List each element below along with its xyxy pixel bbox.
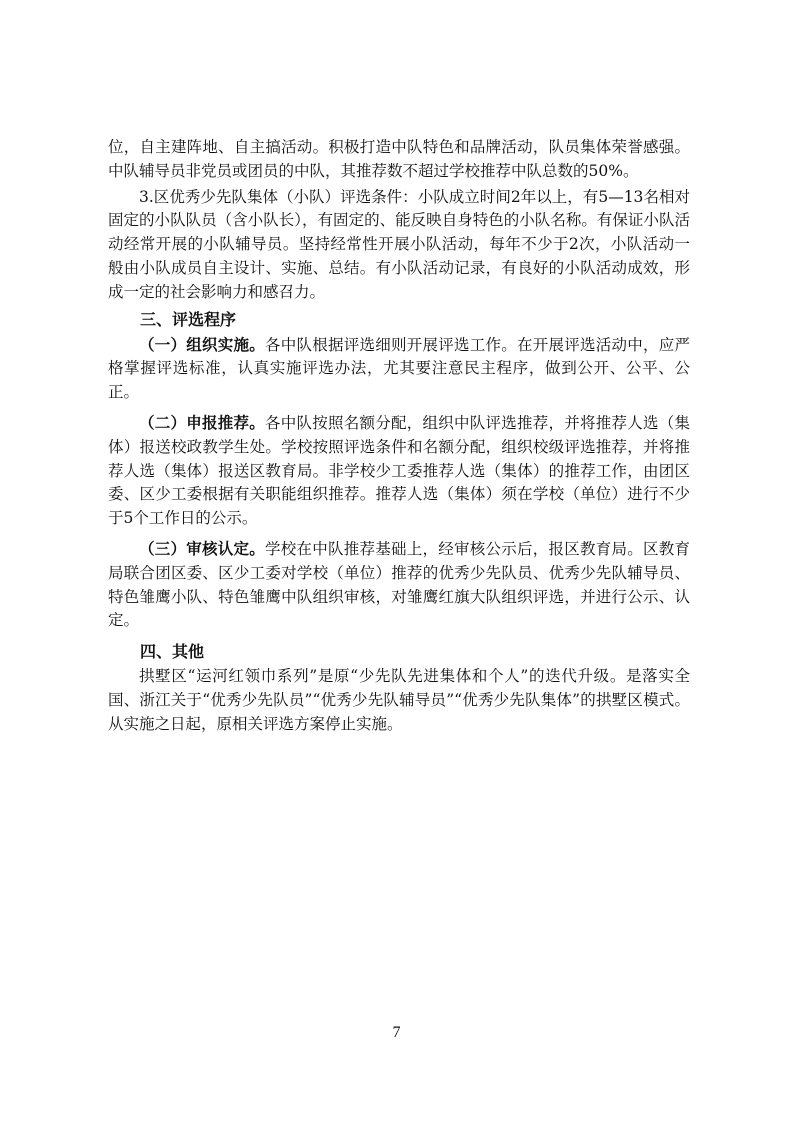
- procedure-item-review: [108, 537, 690, 633]
- paragraph-other: 拱墅区“运河红领巾系列”是原“少先队先进集体和个人”的迭代升级。是落实全国、浙江关于“优秀少先队员”“优秀少先队辅导员”“优秀少先队集体”的拱墅区模式。从实施之日起，原相关评选方案停止实施。: [108, 667, 690, 733]
- document-body: [108, 136, 690, 737]
- procedure-item-organize-lead: （一）组织实施。: [139, 334, 265, 354]
- paragraph-continuation: 位，自主建阵地、自主搞活动。积极打造中队特色和品牌活动，队员集体荣誉感强。中队辅导员非党员或团员的中队，其推荐数不超过学校推荐中队总数的50%。: [108, 138, 690, 180]
- paragraph-team-criteria: 3.区优秀少先队集体（小队）评选条件：小队成立时间2年以上，有5—13名相对固定的小队队员（含小队长），有固定的、能反映自身特色的小队名称。有保证小队活动经常开展的小队辅导员。坚持经常性开展小队活动，每年不少于2次，小队活动一般由小队成员自主设计、实施、总结。有小队活动记录，有良好的小队活动成效，形成一定的社会影响力和感召力。: [108, 187, 690, 301]
- procedure-item-recommend-lead: （二）申报推荐。: [139, 412, 265, 432]
- procedure-item-recommend: [108, 411, 690, 531]
- section-heading-selection-procedure: 三、评选程序: [140, 309, 237, 329]
- procedure-item-organize-body: 各中队根据评选细则开展评选工作。在开展评选活动中，应严格掌握评选标准，认真实施评选办法，尤其要注意民主程序，做到公开、公平、公正。: [108, 335, 690, 402]
- section-heading-other: 四、其他: [140, 642, 205, 662]
- page-number: 7: [392, 1024, 401, 1041]
- procedure-item-organize: [108, 333, 690, 405]
- procedure-item-review-lead: （三）审核认定。: [139, 538, 265, 558]
- procedure-item-recommend-body: 各中队按照名额分配，组织中队评选推荐，并将推荐人选（集体）报送校政教学生处。学校按照评选条件和名额分配，组织校级评选推荐，并将推荐人选（集体）报送区教育局。非学校少工委推荐人选（集体）的推荐工作，由团区委、区少工委根据有关职能组织推荐。推荐人选（集体）须在学校（单位）进行不少于5个工作日的公示。: [108, 413, 690, 528]
- procedure-item-review-body: 学校在中队推荐基础上，经审核公示后，报区教育局。区教育局联合团区委、区少工委对学校（单位）推荐的优秀少先队员、优秀少先队辅导员、特色雏鹰小队、特色雏鹰中队组织审核，对雏鹰红旗大队组织评选，并进行公示、认定。: [108, 539, 690, 630]
